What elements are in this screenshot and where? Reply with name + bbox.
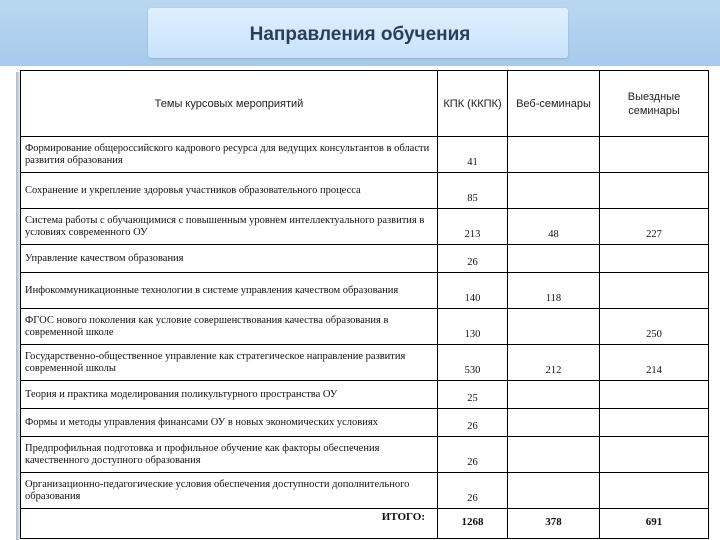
row-kpk: 41: [438, 137, 508, 173]
row-kpk: 26: [438, 245, 508, 273]
row-kpk: 130: [438, 309, 508, 345]
header-web: Веб-семинары: [508, 71, 600, 137]
table-row: [21, 473, 709, 509]
table-row: [21, 273, 709, 309]
row-field: [600, 173, 709, 209]
row-web: 118: [508, 273, 600, 309]
row-kpk: 26: [438, 409, 508, 437]
header-row: [21, 71, 709, 137]
row-topic: Система работы с обучающимися с повышенным уровнем интеллектуального развития в условиях современного ОУ: [21, 209, 438, 245]
total-field: 691: [600, 509, 709, 539]
row-topic: Государственно-общественное управление как стратегическое направление развития современной школы: [21, 345, 438, 381]
row-field: 214: [600, 345, 709, 381]
header-kpk: КПК (ККПК): [438, 71, 508, 137]
table-row: [21, 409, 709, 437]
table-row: [21, 345, 709, 381]
row-topic: Сохранение и укрепление здоровья участников образовательного процесса: [21, 173, 438, 209]
row-topic: Инфокоммуникационные технологии в системе управления качеством образования: [21, 273, 438, 309]
table-row: [21, 209, 709, 245]
page-title: Направления обучения: [249, 24, 471, 45]
table-row: [21, 137, 709, 173]
table-row: [21, 381, 709, 409]
row-web: [508, 473, 600, 509]
total-web: 378: [508, 509, 600, 539]
row-kpk: 26: [438, 473, 508, 509]
row-field: [600, 137, 709, 173]
row-field: 250: [600, 309, 709, 345]
title-banner: [0, 0, 720, 66]
total-label: ИТОГО:: [21, 509, 438, 539]
table-row: [21, 309, 709, 345]
row-kpk: 530: [438, 345, 508, 381]
row-topic: Организационно-педагогические условия обеспечения доступности дополнительного образования: [21, 473, 438, 509]
row-topic: Формы и методы управления финансами ОУ в новых экономических условиях: [21, 409, 438, 437]
row-kpk: 85: [438, 173, 508, 209]
row-topic: Управление качеством образования: [21, 245, 438, 273]
total-row: [21, 509, 709, 539]
row-field: [600, 437, 709, 473]
row-kpk: 25: [438, 381, 508, 409]
row-web: [508, 437, 600, 473]
row-web: 48: [508, 209, 600, 245]
table-row: [21, 173, 709, 209]
row-kpk: 140: [438, 273, 508, 309]
courses-table: [20, 70, 709, 539]
header-topic: Темы курсовых мероприятий: [21, 71, 438, 137]
row-kpk: 26: [438, 437, 508, 473]
table-row: [21, 245, 709, 273]
row-field: [600, 409, 709, 437]
row-field: [600, 273, 709, 309]
row-web: [508, 381, 600, 409]
row-topic: Предпрофильная подготовка и профильное обучение как факторы обеспечения качественного доступного образования: [21, 437, 438, 473]
total-kpk: 1268: [438, 509, 508, 539]
row-field: 227: [600, 209, 709, 245]
row-topic: Формирование общероссийского кадрового ресурса для ведущих консультантов в области развития образования: [21, 137, 438, 173]
row-field: [600, 381, 709, 409]
row-web: [508, 173, 600, 209]
row-field: [600, 245, 709, 273]
row-topic: Теория и практика моделирования поликультурного пространства ОУ: [21, 381, 438, 409]
row-web: [508, 409, 600, 437]
row-kpk: 213: [438, 209, 508, 245]
header-field: Выездные семинары: [600, 71, 709, 137]
row-web: [508, 137, 600, 173]
row-web: 212: [508, 345, 600, 381]
table-row: [21, 437, 709, 473]
row-web: [508, 309, 600, 345]
row-topic: ФГОС нового поколения как условие совершенствования качества образования в современной школе: [21, 309, 438, 345]
row-field: [600, 473, 709, 509]
row-web: [508, 245, 600, 273]
